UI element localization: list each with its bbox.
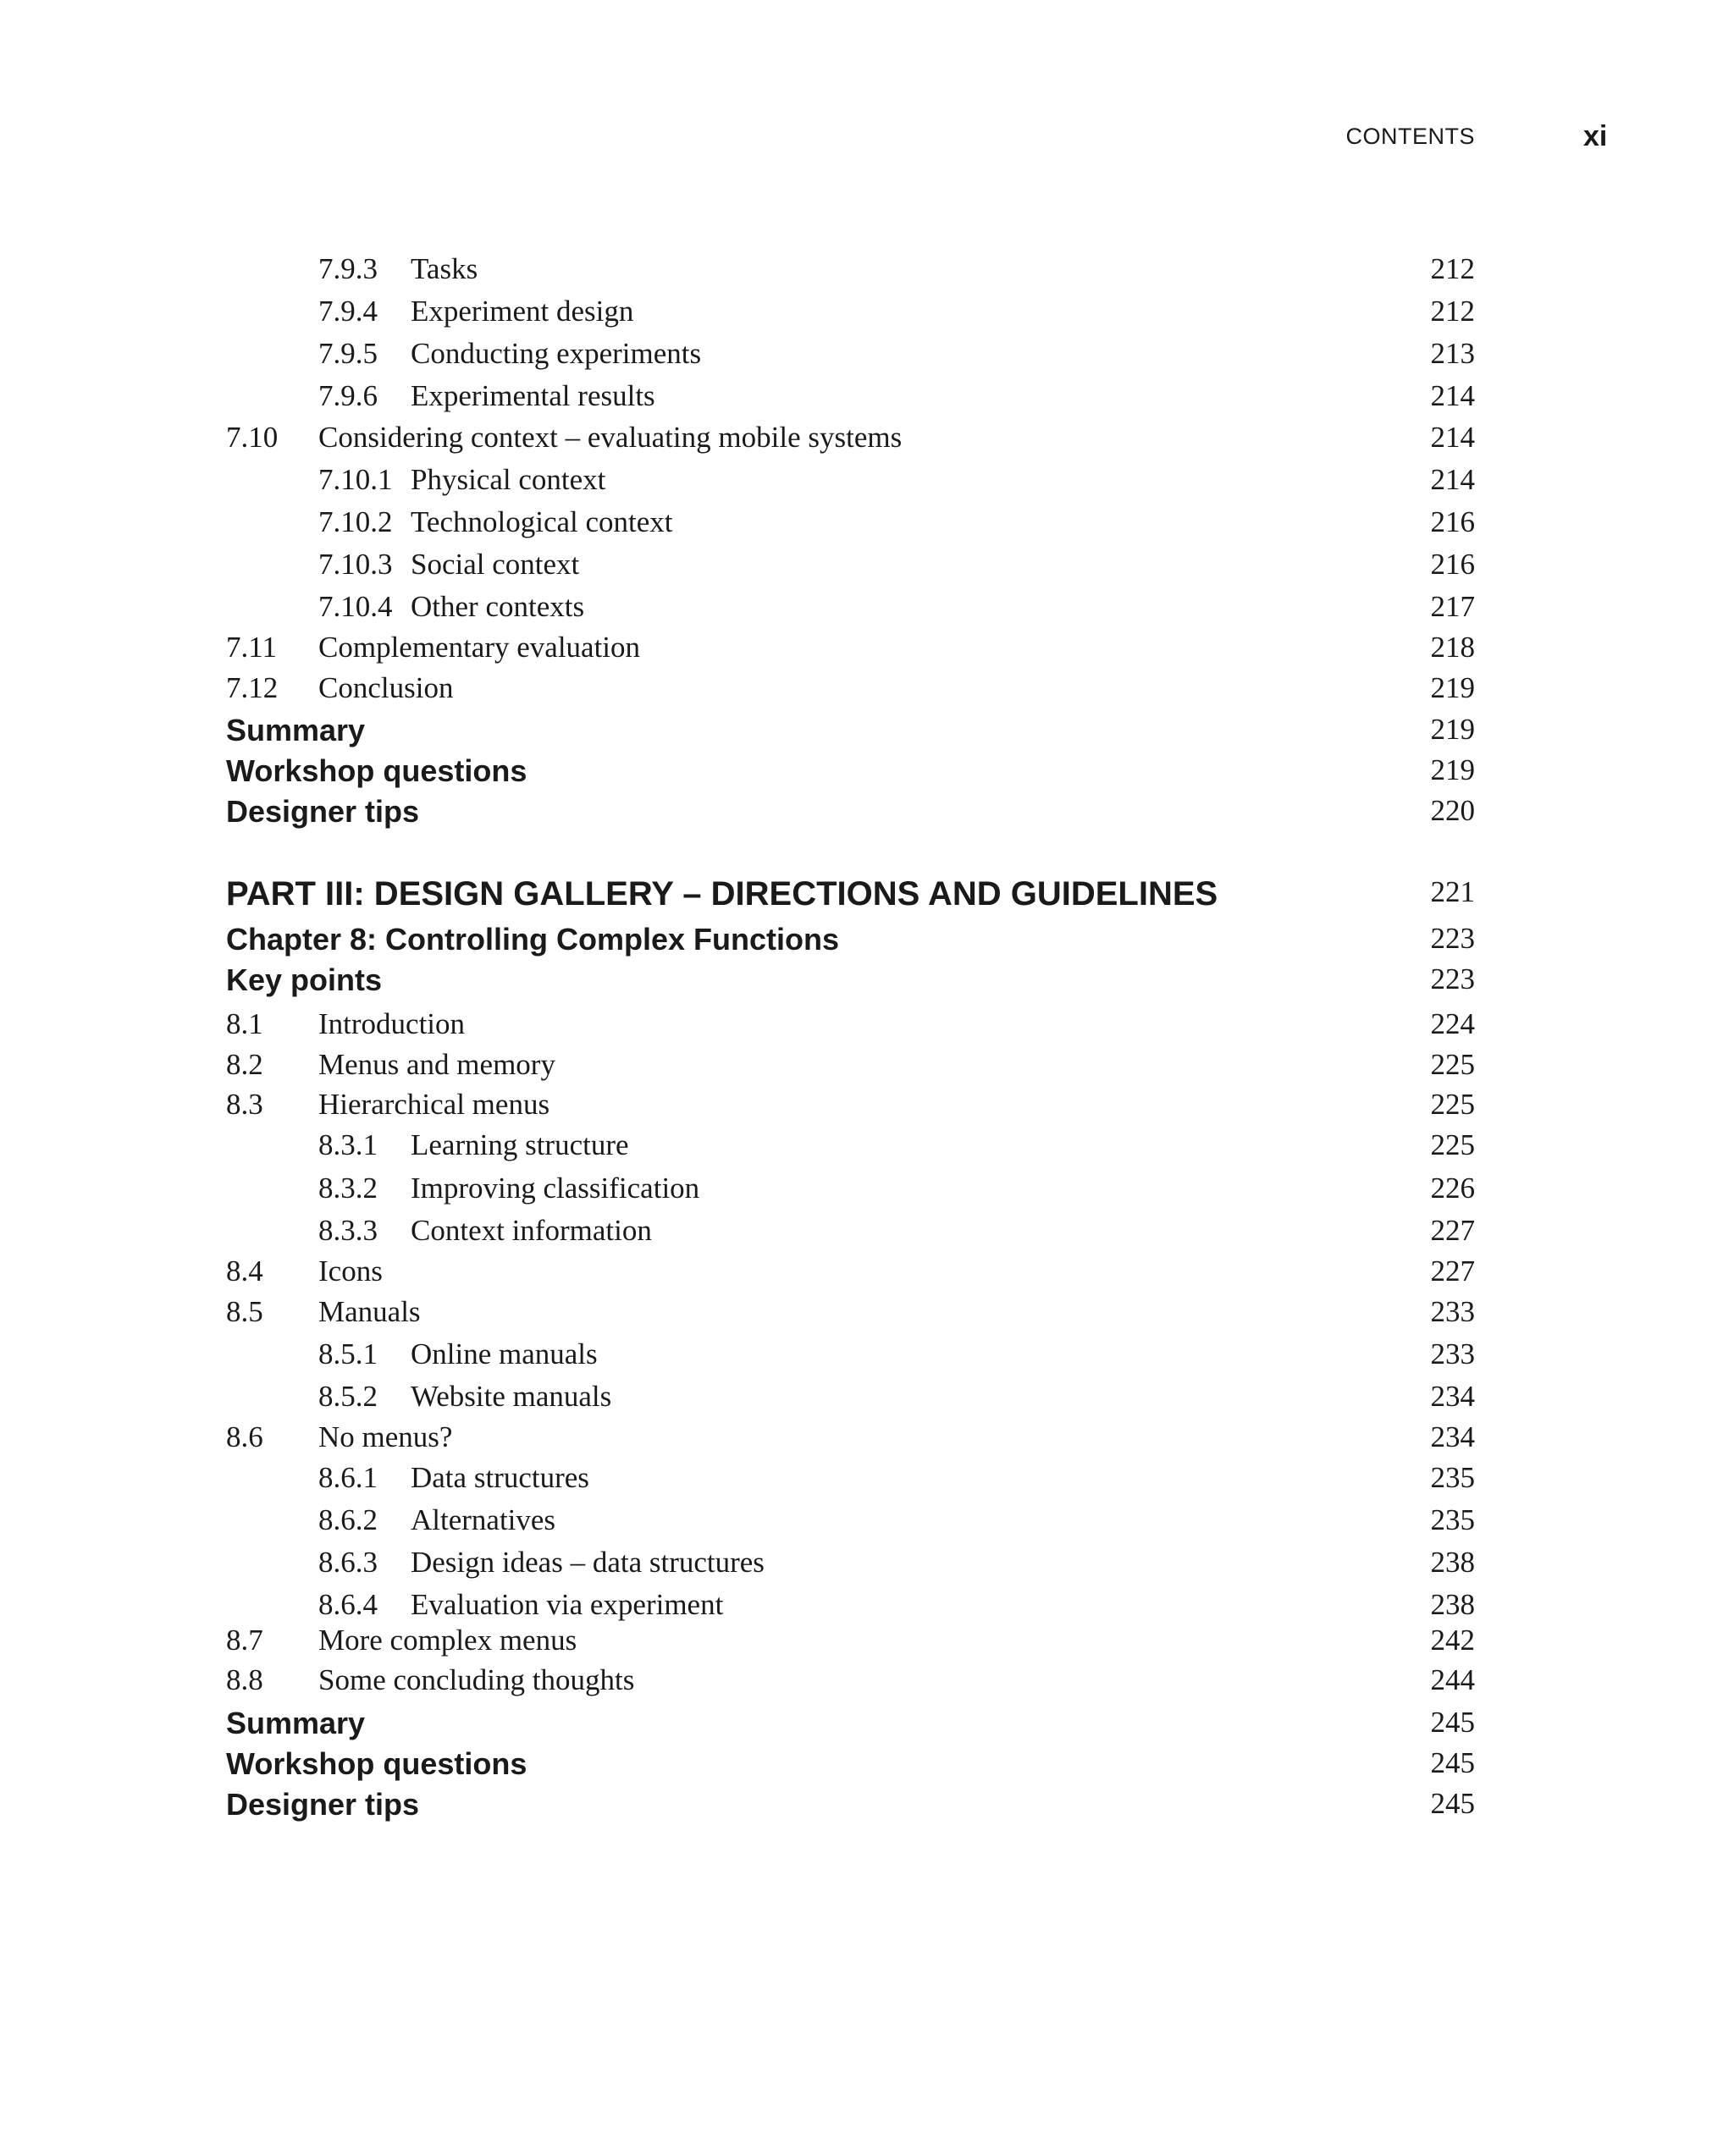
section-number: 8.4 <box>226 1254 263 1288</box>
section-title: Other contexts <box>411 590 585 623</box>
toc-entry <box>0 337 1734 376</box>
section-title: Learning structure <box>411 1128 629 1161</box>
page-ref: 216 <box>1430 505 1475 538</box>
part-title: PART III: DESIGN GALLERY – DIRECTIONS AND GUIDELINES <box>226 875 1218 913</box>
toc-entry <box>0 1624 1734 1662</box>
section-title: Conducting experiments <box>411 337 702 370</box>
toc-entry <box>0 1380 1734 1419</box>
page-ref: 235 <box>1430 1503 1475 1536</box>
toc-entry <box>0 1787 1734 1826</box>
section-title: Online manuals <box>411 1337 598 1370</box>
section-title: Experimental results <box>411 379 655 412</box>
heading-title: Workshop questions <box>226 1746 527 1781</box>
heading-title: Designer tips <box>226 794 420 829</box>
page-number: xi <box>1583 120 1608 152</box>
section-number: 8.6.3 <box>318 1546 378 1579</box>
page-ref: 238 <box>1430 1588 1475 1621</box>
page-ref: 213 <box>1430 337 1475 370</box>
section-title: Context information <box>411 1214 652 1247</box>
section-number: 8.3 <box>226 1088 263 1121</box>
section-number: 7.9.4 <box>318 295 378 328</box>
section-number: 7.9.5 <box>318 337 378 370</box>
page-ref: 214 <box>1430 379 1475 412</box>
heading-title: Designer tips <box>226 1787 420 1822</box>
section-title: Considering context – evaluating mobile systems <box>318 421 903 454</box>
page-header <box>0 0 1734 169</box>
heading-title: Workshop questions <box>226 753 527 788</box>
section-number: 7.10.2 <box>318 505 393 538</box>
toc-entry <box>0 1128 1734 1167</box>
page-ref: 223 <box>1430 962 1475 995</box>
section-number: 7.9.6 <box>318 379 378 412</box>
heading-title: Chapter 8: Controlling Complex Functions <box>226 922 840 957</box>
page-ref: 234 <box>1430 1420 1475 1453</box>
section-number: 8.6.2 <box>318 1503 378 1536</box>
section-number: 7.10.4 <box>318 590 393 623</box>
page-ref: 219 <box>1430 753 1475 786</box>
toc-entry <box>0 1048 1734 1087</box>
section-title: Evaluation via experiment <box>411 1588 724 1621</box>
toc-entry <box>0 295 1734 334</box>
toc-entry <box>0 875 1734 914</box>
toc-entry <box>0 463 1734 502</box>
section-title: Social context <box>411 548 580 581</box>
section-number: 8.6 <box>226 1420 263 1453</box>
section-number: 7.10.3 <box>318 548 393 581</box>
toc-entry <box>0 753 1734 792</box>
page-ref: 220 <box>1430 794 1475 827</box>
toc-entry <box>0 252 1734 291</box>
toc-entry <box>0 1337 1734 1376</box>
page-ref: 214 <box>1430 421 1475 454</box>
toc-entry <box>0 1503 1734 1542</box>
page-ref: 227 <box>1430 1214 1475 1247</box>
heading-title: Summary <box>226 713 366 747</box>
page-ref: 235 <box>1430 1461 1475 1494</box>
toc-entry <box>0 962 1734 1001</box>
section-number: 8.2 <box>226 1048 263 1081</box>
section-title: Physical context <box>411 463 606 496</box>
section-number: 8.5.2 <box>318 1380 378 1413</box>
section-title: Website manuals <box>411 1380 612 1413</box>
section-number: 8.6.1 <box>318 1461 378 1494</box>
page-ref: 244 <box>1430 1663 1475 1696</box>
toc-entry <box>0 421 1734 460</box>
page-ref: 212 <box>1430 295 1475 328</box>
page-ref: 225 <box>1430 1128 1475 1161</box>
section-title: Improving classification <box>411 1172 700 1205</box>
page-ref: 245 <box>1430 1787 1475 1820</box>
toc-entry <box>0 1007 1734 1046</box>
section-number: 8.3.3 <box>318 1214 378 1247</box>
toc-entry <box>0 1420 1734 1459</box>
section-number: 8.6.4 <box>318 1588 378 1621</box>
page-ref: 225 <box>1430 1048 1475 1081</box>
page-ref: 234 <box>1430 1380 1475 1413</box>
section-number: 7.10.1 <box>318 463 393 496</box>
section-number: 8.3.2 <box>318 1172 378 1205</box>
page-ref: 233 <box>1430 1337 1475 1370</box>
page-ref: 212 <box>1430 252 1475 285</box>
section-title: Design ideas – data structures <box>411 1546 765 1579</box>
section-number: 8.5.1 <box>318 1337 378 1370</box>
section-number: 8.3.1 <box>318 1128 378 1161</box>
section-number: 8.1 <box>226 1007 263 1040</box>
section-title: Technological context <box>411 505 673 538</box>
section-title: Alternatives <box>411 1503 556 1536</box>
toc-entry <box>0 1746 1734 1785</box>
toc-entry <box>0 505 1734 544</box>
page-ref: 219 <box>1430 671 1475 704</box>
section-title: Experiment design <box>411 295 634 328</box>
toc-entry <box>0 1706 1734 1745</box>
page-ref: 218 <box>1430 631 1475 664</box>
page-ref: 216 <box>1430 548 1475 581</box>
page-ref: 242 <box>1430 1624 1475 1657</box>
toc-entry <box>0 671 1734 710</box>
section-number: 8.8 <box>226 1663 263 1696</box>
toc-entry <box>0 590 1734 629</box>
page-ref: 238 <box>1430 1546 1475 1579</box>
toc-entry <box>0 1214 1734 1253</box>
section-title: Manuals <box>318 1295 421 1328</box>
page-ref: 223 <box>1430 922 1475 955</box>
page-ref: 245 <box>1430 1746 1475 1779</box>
toc-entry <box>0 922 1734 961</box>
section-title: No menus? <box>318 1420 453 1453</box>
page-ref: 217 <box>1430 590 1475 623</box>
toc-entry <box>0 794 1734 833</box>
section-title: Some concluding thoughts <box>318 1663 635 1696</box>
toc-entry <box>0 1172 1734 1210</box>
section-title: Hierarchical menus <box>318 1088 550 1121</box>
page-ref: 225 <box>1430 1088 1475 1121</box>
page-ref: 224 <box>1430 1007 1475 1040</box>
toc-entry <box>0 1461 1734 1500</box>
toc-entry <box>0 1254 1734 1293</box>
section-title: More complex menus <box>318 1624 577 1657</box>
heading-title: Key points <box>226 962 383 997</box>
section-title: Tasks <box>411 252 478 285</box>
section-number: 7.9.3 <box>318 252 378 285</box>
page-ref: 245 <box>1430 1706 1475 1739</box>
toc-entry <box>0 1295 1734 1334</box>
toc-entry <box>0 1663 1734 1702</box>
toc-entry <box>0 713 1734 752</box>
section-number: 7.10 <box>226 421 279 454</box>
page-ref: 221 <box>1430 875 1475 908</box>
section-title: Conclusion <box>318 671 454 704</box>
page-ref: 214 <box>1430 463 1475 496</box>
toc-entry <box>0 548 1734 587</box>
section-number: 8.7 <box>226 1624 263 1657</box>
section-number: 7.12 <box>226 671 279 704</box>
section-number: 7.11 <box>226 631 277 664</box>
toc-entry <box>0 631 1734 670</box>
heading-title: Summary <box>226 1706 366 1740</box>
running-head: CONTENTS <box>1345 124 1475 149</box>
toc-entry <box>0 1546 1734 1585</box>
section-number: 8.5 <box>226 1295 263 1328</box>
section-title: Icons <box>318 1254 383 1288</box>
toc-entry <box>0 1088 1734 1127</box>
page-ref: 226 <box>1430 1172 1475 1205</box>
toc-entry <box>0 1588 1734 1627</box>
page-ref: 233 <box>1430 1295 1475 1328</box>
toc-entry <box>0 379 1734 418</box>
page-ref: 227 <box>1430 1254 1475 1288</box>
section-title: Complementary evaluation <box>318 631 641 664</box>
section-title: Introduction <box>318 1007 466 1040</box>
section-title: Menus and memory <box>318 1048 555 1081</box>
section-title: Data structures <box>411 1461 589 1494</box>
page-ref: 219 <box>1430 713 1475 746</box>
